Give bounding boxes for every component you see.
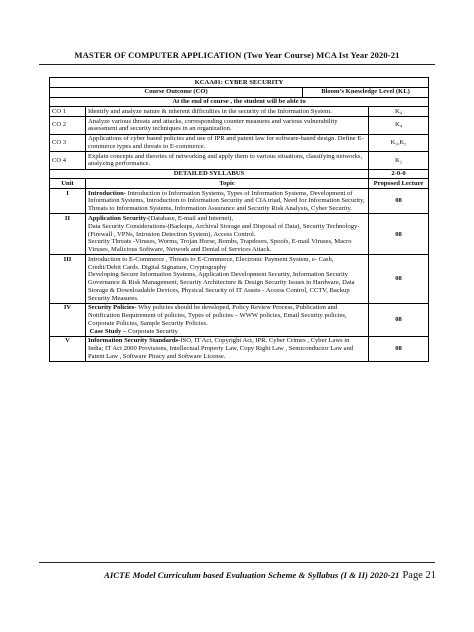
topic-column-header: Topic: [86, 179, 369, 189]
case-study-text: Corporate Security: [127, 327, 178, 335]
unit-lecture: 08: [369, 336, 429, 361]
co-text: Analyze various threats and attacks, corresponding counter measures and various vulnerability assessment and security techniques in an organization.: [86, 117, 369, 135]
unit-number: V: [50, 336, 86, 361]
co-id: CO 3: [50, 134, 86, 152]
unit-text: (Database, E-mail and Internet),: [148, 214, 234, 222]
unit-number: II: [50, 214, 86, 255]
end-of-course-line: At the end of course , the student will be able to: [50, 97, 429, 107]
detailed-syllabus-title: DETAILED SYLLABUS: [50, 169, 369, 179]
unit-heading: Security Policies-: [88, 304, 137, 312]
unit-number: I: [50, 189, 86, 214]
outcome-row: [50, 152, 429, 170]
unit-topic: [86, 255, 369, 304]
footer-divider: [39, 562, 435, 563]
co-text: Applications of cyber based policies and use of IPR and patent law for software-based design. Define E-commerce types and threats to E-commerce.: [86, 134, 369, 152]
co-kl: K₄: [369, 117, 429, 135]
co-id: CO 1: [50, 107, 86, 117]
unit-row: [50, 214, 429, 255]
unit-lecture: 08: [369, 214, 429, 255]
outcome-row: [50, 134, 429, 152]
unit-text: Developing Secure Information Systems, Application Development Security, Information Security Governance & Risk Management, Security Architecture & Design Security Issues in Hardware, Data Storage & Downloadable Devices, Physical Security of IT Assets - Access Control, CCTV, Backup Security Measures.: [88, 271, 355, 302]
unit-topic: [86, 336, 369, 361]
unit-topic: [86, 214, 369, 255]
unit-row: [50, 303, 429, 336]
header-divider: [39, 64, 435, 65]
unit-text: ISO, IT Act, Copyright Act, IPR. Cyber Crimes , Cyber Laws in India; IT Act 2000 Provisions, Intellectual Property Law, Copy Right Law , Semiconductor Law and Patent Law , Software Piracy and Software License.: [88, 337, 354, 360]
case-study-label: Case Study –: [89, 327, 127, 335]
page-number: Page 21: [402, 570, 436, 581]
syllabus-table: [49, 77, 429, 362]
unit-heading: Information Security Standards-: [88, 337, 181, 345]
unit-text: Introduction to E-Commerce , Threats to E-Commerce, Electronic Payment System, e- Cash, Credit/Debit Cards. Digital Signature, Cryptography: [88, 255, 334, 271]
bloom-column-header: Bloom’s Knowledge Level (KL): [303, 87, 429, 97]
unit-row: [50, 189, 429, 214]
page-header: MASTER OF COMPUTER APPLICATION (Two Year Course) MCA Ist Year 2020-21: [74, 50, 400, 60]
co-kl: K₂: [369, 152, 429, 170]
co-text: Identify and analyze nature & inherent difficulties in the security of the Information System.: [86, 107, 369, 117]
outcome-row: [50, 117, 429, 135]
course-title: KCAA01: CYBER SECURITY: [50, 78, 429, 88]
unit-lecture: 08: [369, 303, 429, 336]
unit-row: [50, 336, 429, 361]
ltp-value: 2-0-0: [369, 169, 429, 179]
unit-topic: [86, 189, 369, 214]
co-id: CO 4: [50, 152, 86, 170]
unit-lecture: 08: [369, 255, 429, 304]
co-text: Explain concepts and theories of networking and apply them to various situations, classifying networks, analyzing performance.: [86, 152, 369, 170]
outcome-row: [50, 107, 429, 117]
unit-lecture: 08: [369, 189, 429, 214]
page-footer: [0, 570, 436, 581]
unit-heading: Introduction-: [88, 189, 126, 197]
co-column-header: Course Outcome (CO): [50, 87, 303, 97]
unit-heading: Application Security-: [88, 214, 149, 222]
unit-text: Data Security Considerations-(Backups, Archival Storage and Disposal of Data), Security Technology-(Firewall , VPNs, Intrusion Detection System), Access Control.: [88, 222, 360, 238]
unit-number: IV: [50, 303, 86, 336]
footer-text: AICTE Model Curriculum based Evaluation Scheme & Syllabus (I & II) 2020-21: [103, 570, 400, 580]
unit-row: [50, 255, 429, 304]
unit-text: Why policies should be developed, Policy Review Process, Publication and Notification Requirement of policies, Types of policies – WWW policies, Email Security policies, Corporate Policies, Sample Security Policies.: [88, 304, 347, 327]
co-kl: K₄: [369, 107, 429, 117]
lecture-column-header: Proposed Lecture: [369, 179, 429, 189]
unit-column-header: Unit: [50, 179, 86, 189]
co-kl: K₃,K₂: [369, 134, 429, 152]
unit-text: Introduction to Information Systems, Types of Information Systems, Development of Information Systems, Introduction to Information Security and CIA triad, Need for Information Security, Threats to Information Systems, Information Assurance and Security Risk Analysis, Cyber Security.: [88, 189, 365, 213]
unit-text: Security Threats -Viruses, Worms, Trojan Horse, Bombs, Trapdoors, Spoofs, E-mail Viruses, Macro Viruses, Malicious Software, Network and Denial of Services Attack.: [88, 238, 352, 254]
unit-number: III: [50, 255, 86, 304]
unit-topic: [86, 303, 369, 336]
co-id: CO 2: [50, 117, 86, 135]
